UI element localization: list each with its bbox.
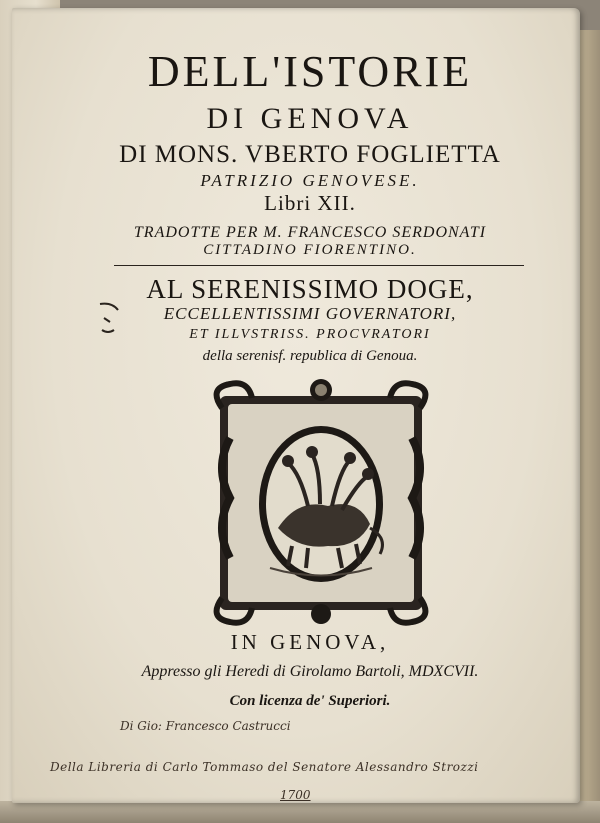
- translator-origin: CITTADINO FIORENTINO.: [203, 242, 417, 258]
- dedication-line-2: ECCELLENTISSIMI GOVERNATORI,: [163, 304, 457, 323]
- inscription-year: 1700: [280, 788, 311, 802]
- ink-mark-icon: [98, 300, 126, 340]
- dedication-line-1: AL SERENISSIMO DOGE,: [146, 274, 474, 304]
- ownership-inscription-2: Della Libreria di Carlo Tommaso del Senatore Alessandro Strozzi: [50, 760, 479, 774]
- ownership-inscription-1: Di Gio: Francesco Castrucci: [120, 719, 291, 733]
- translator-line: TRADOTTE PER M. FRANCESCO SERDONATI: [133, 224, 487, 241]
- title-main: DELL'ISTORIE: [147, 47, 473, 96]
- book-bottom-edge: [0, 801, 600, 823]
- imprint-printer: Appresso gli Heredi di Girolamo Bartoli, MDXCVII.: [141, 663, 479, 680]
- woodcut-emblem-icon: [208, 378, 434, 626]
- title-page: [12, 8, 580, 803]
- dedication-line-3: ET ILLVSTRISS. PROCVRATORI: [189, 327, 431, 342]
- books-count: Libri XII.: [264, 191, 356, 215]
- divider-rule: [114, 265, 524, 266]
- dedication-line-4: della serenisf. republica di Genoua.: [202, 348, 418, 364]
- author-origin: PATRIZIO GENOVESE.: [200, 171, 420, 190]
- imprint-place: IN GENOVA,: [230, 630, 390, 654]
- imprint-license: Con licenza de' Superiori.: [229, 693, 391, 709]
- title-sub: DI GENOVA: [206, 102, 414, 135]
- author-line: DI MONS. VBERTO FOGLIETTA: [119, 141, 501, 168]
